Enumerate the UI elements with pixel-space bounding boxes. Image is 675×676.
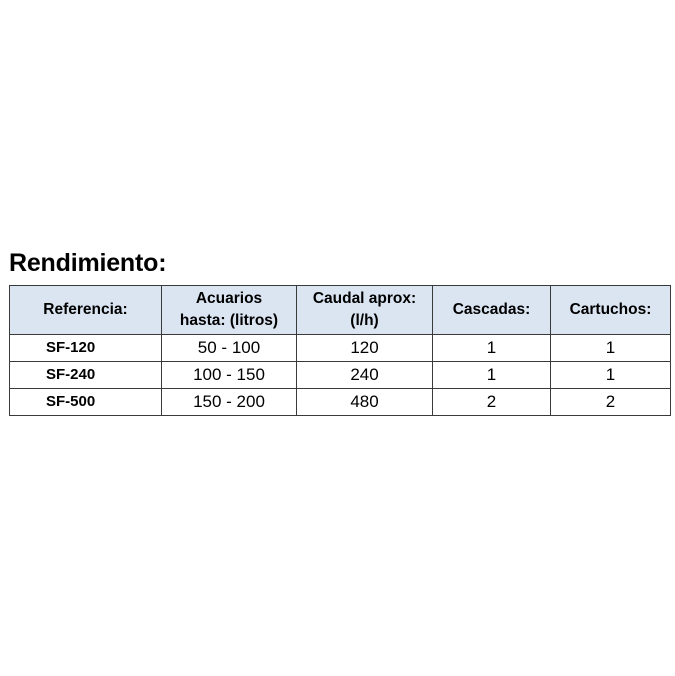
cell-acuarios: 50 - 100: [162, 335, 297, 362]
header-acuarios-label: Acuarios hasta: (litros): [179, 290, 279, 329]
cell-cascadas: 1: [433, 335, 551, 362]
header-caudal-label: Caudal aprox: (l/h): [312, 290, 417, 329]
cell-cartuchos: 1: [551, 362, 671, 389]
cell-caudal: 120: [297, 335, 433, 362]
table-row: [10, 335, 671, 362]
header-acuarios: [162, 286, 297, 335]
cell-cartuchos: 1: [551, 335, 671, 362]
cell-referencia: SF-120: [10, 335, 162, 362]
cell-caudal: 480: [297, 389, 433, 416]
cell-acuarios: 150 - 200: [162, 389, 297, 416]
header-referencia: Referencia:: [10, 286, 162, 335]
header-caudal: [297, 286, 433, 335]
table-row: [10, 362, 671, 389]
header-cascadas: Cascadas:: [433, 286, 551, 335]
performance-table: [9, 285, 671, 416]
cell-cascadas: 1: [433, 362, 551, 389]
page-title: Rendimiento:: [9, 249, 167, 277]
cell-caudal: 240: [297, 362, 433, 389]
header-cartuchos: Cartuchos:: [551, 286, 671, 335]
cell-cascadas: 2: [433, 389, 551, 416]
cell-cartuchos: 2: [551, 389, 671, 416]
table-row: [10, 389, 671, 416]
cell-referencia: SF-500: [10, 389, 162, 416]
cell-acuarios: 100 - 150: [162, 362, 297, 389]
cell-referencia: SF-240: [10, 362, 162, 389]
table-header-row: [10, 286, 671, 335]
